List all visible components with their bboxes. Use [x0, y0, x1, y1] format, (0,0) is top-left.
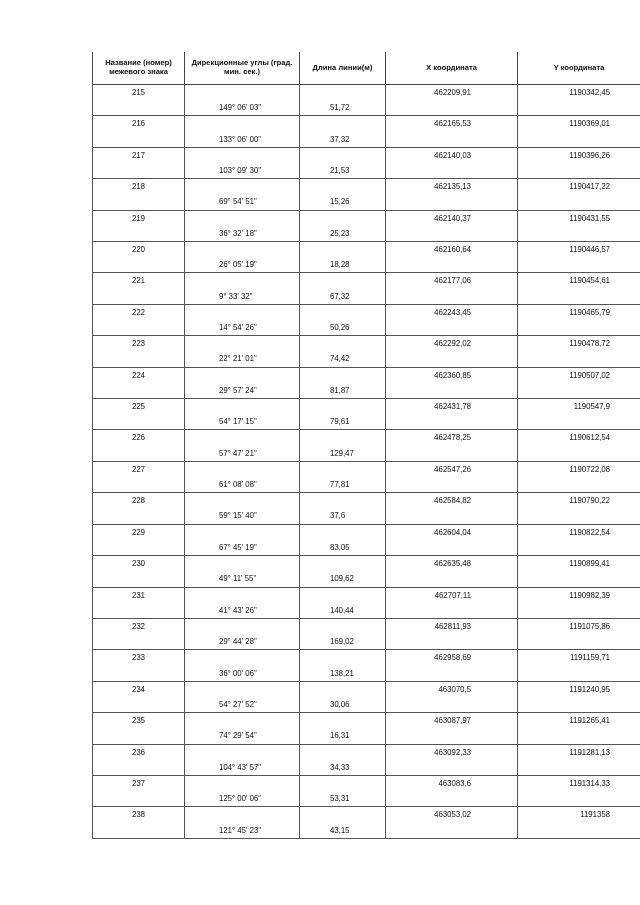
length-cell: 83,05 [300, 540, 386, 556]
point-name-cell: 234 [93, 681, 185, 697]
empty-cell [518, 540, 640, 556]
empty-cell [93, 383, 185, 399]
empty-cell [518, 603, 640, 619]
x-coordinate-cell: 462160,64 [386, 242, 518, 258]
empty-cell [185, 179, 300, 195]
empty-cell [518, 508, 640, 524]
empty-cell [185, 336, 300, 352]
bearing-cell: 9° 33' 32" [185, 289, 300, 305]
empty-cell [93, 446, 185, 462]
x-coordinate-cell: 462547,26 [386, 461, 518, 477]
segment-row [93, 634, 640, 650]
point-row [93, 681, 640, 697]
bearing-cell: 54° 17' 15" [185, 414, 300, 430]
y-coordinate-cell: 1190417,22 [518, 179, 640, 195]
point-name-cell: 217 [93, 147, 185, 163]
empty-cell [518, 477, 640, 493]
bearing-cell: 69° 54' 51" [185, 194, 300, 210]
segment-row [93, 508, 640, 524]
y-coordinate-cell: 1190722,08 [518, 461, 640, 477]
point-name-cell: 237 [93, 775, 185, 791]
empty-cell [518, 194, 640, 210]
empty-cell [185, 524, 300, 540]
point-row [93, 242, 640, 258]
x-coordinate-cell: 462292,02 [386, 336, 518, 352]
point-name-cell: 235 [93, 713, 185, 729]
point-row [93, 147, 640, 163]
empty-cell [185, 650, 300, 666]
empty-cell [185, 116, 300, 132]
segment-row [93, 383, 640, 399]
empty-cell [93, 823, 185, 839]
length-cell: 79,61 [300, 414, 386, 430]
empty-cell [386, 666, 518, 682]
empty-cell [518, 823, 640, 839]
point-row [93, 713, 640, 729]
empty-cell [93, 351, 185, 367]
segment-row [93, 414, 640, 430]
empty-cell [93, 666, 185, 682]
empty-cell [386, 791, 518, 807]
point-row [93, 430, 640, 446]
bearing-cell: 41° 43' 26" [185, 603, 300, 619]
empty-cell [300, 744, 386, 760]
segment-row [93, 351, 640, 367]
point-name-cell: 221 [93, 273, 185, 289]
point-row [93, 367, 640, 383]
empty-cell [93, 728, 185, 744]
empty-cell [386, 477, 518, 493]
length-cell: 169,02 [300, 634, 386, 650]
empty-cell [518, 634, 640, 650]
empty-cell [185, 493, 300, 509]
y-coordinate-cell: 1191240,95 [518, 681, 640, 697]
bearing-cell: 29° 44' 28" [185, 634, 300, 650]
bearing-cell: 36° 32' 18" [185, 226, 300, 242]
point-name-cell: 219 [93, 210, 185, 226]
empty-cell [93, 571, 185, 587]
segment-row [93, 760, 640, 776]
empty-cell [185, 775, 300, 791]
bearing-cell: 29° 57' 24" [185, 383, 300, 399]
empty-cell [300, 367, 386, 383]
length-cell: 109,62 [300, 571, 386, 587]
empty-cell [300, 587, 386, 603]
segment-row [93, 571, 640, 587]
table-header [93, 52, 640, 85]
empty-cell [185, 461, 300, 477]
y-coordinate-cell: 1190454,61 [518, 273, 640, 289]
y-coordinate-cell: 1190507,02 [518, 367, 640, 383]
bearing-cell: 57° 47' 21" [185, 446, 300, 462]
empty-cell [93, 603, 185, 619]
empty-cell [300, 336, 386, 352]
segment-row [93, 100, 640, 116]
table-body [93, 85, 640, 839]
bearing-cell: 22° 21' 01" [185, 351, 300, 367]
empty-cell [185, 304, 300, 320]
coordinates-table [92, 52, 640, 839]
y-coordinate-cell: 1191265,41 [518, 713, 640, 729]
y-coordinate-cell: 1191281,13 [518, 744, 640, 760]
point-name-cell: 216 [93, 116, 185, 132]
point-name-cell: 218 [93, 179, 185, 195]
empty-cell [93, 414, 185, 430]
empty-cell [386, 226, 518, 242]
bearing-cell: 133° 06' 00" [185, 132, 300, 148]
y-coordinate-cell: 1190547,9 [518, 399, 640, 415]
point-name-cell: 236 [93, 744, 185, 760]
empty-cell [386, 571, 518, 587]
empty-cell [93, 697, 185, 713]
y-coordinate-cell: 1190369,01 [518, 116, 640, 132]
y-coordinate-cell: 1190446,57 [518, 242, 640, 258]
bearing-cell: 103° 09' 30" [185, 163, 300, 179]
empty-cell [518, 383, 640, 399]
y-coordinate-cell: 1191159,71 [518, 650, 640, 666]
point-name-cell: 230 [93, 556, 185, 572]
empty-cell [185, 587, 300, 603]
x-coordinate-cell: 462360,85 [386, 367, 518, 383]
empty-cell [300, 304, 386, 320]
empty-cell [300, 242, 386, 258]
point-name-cell: 228 [93, 493, 185, 509]
length-cell: 129,47 [300, 446, 386, 462]
x-coordinate-cell: 462177,06 [386, 273, 518, 289]
x-coordinate-cell: 462431,78 [386, 399, 518, 415]
point-row [93, 273, 640, 289]
length-cell: 50,26 [300, 320, 386, 336]
length-cell: 37,32 [300, 132, 386, 148]
length-cell: 18,28 [300, 257, 386, 273]
empty-cell [93, 477, 185, 493]
bearing-cell: 125° 00' 06" [185, 791, 300, 807]
point-name-cell: 232 [93, 618, 185, 634]
bearing-cell: 121° 45' 23" [185, 823, 300, 839]
segment-row [93, 446, 640, 462]
point-row [93, 399, 640, 415]
segment-row [93, 697, 640, 713]
length-cell: 138,21 [300, 666, 386, 682]
empty-cell [518, 446, 640, 462]
empty-cell [300, 618, 386, 634]
length-cell: 34,33 [300, 760, 386, 776]
empty-cell [518, 351, 640, 367]
empty-cell [300, 461, 386, 477]
point-row [93, 210, 640, 226]
empty-cell [300, 807, 386, 823]
empty-cell [185, 85, 300, 101]
empty-cell [185, 681, 300, 697]
segment-row [93, 603, 640, 619]
empty-cell [185, 273, 300, 289]
segment-row [93, 132, 640, 148]
y-coordinate-cell: 1190899,41 [518, 556, 640, 572]
point-name-cell: 215 [93, 85, 185, 101]
empty-cell [518, 257, 640, 273]
empty-cell [518, 791, 640, 807]
y-coordinate-cell: 1191358 [518, 807, 640, 823]
empty-cell [386, 320, 518, 336]
empty-cell [185, 618, 300, 634]
coordinates-table-sheet [92, 52, 640, 840]
y-coordinate-cell: 1191075,86 [518, 618, 640, 634]
empty-cell [300, 775, 386, 791]
empty-cell [185, 399, 300, 415]
segment-row [93, 477, 640, 493]
point-name-cell: 231 [93, 587, 185, 603]
empty-cell [386, 540, 518, 556]
segment-row [93, 194, 640, 210]
point-row [93, 744, 640, 760]
y-coordinate-cell: 1190478,72 [518, 336, 640, 352]
x-coordinate-cell: 462604,04 [386, 524, 518, 540]
y-coordinate-cell: 1190790,22 [518, 493, 640, 509]
empty-cell [518, 414, 640, 430]
x-coordinate-cell: 462811,93 [386, 618, 518, 634]
empty-cell [93, 540, 185, 556]
empty-cell [300, 210, 386, 226]
segment-row [93, 540, 640, 556]
bearing-cell: 61° 08' 08" [185, 477, 300, 493]
empty-cell [386, 603, 518, 619]
point-name-cell: 229 [93, 524, 185, 540]
header-y: Y координата [518, 52, 640, 85]
point-row [93, 179, 640, 195]
empty-cell [185, 713, 300, 729]
point-row [93, 556, 640, 572]
bearing-cell: 26° 05' 19" [185, 257, 300, 273]
y-coordinate-cell: 1190396,26 [518, 147, 640, 163]
empty-cell [185, 210, 300, 226]
empty-cell [300, 681, 386, 697]
length-cell: 77,81 [300, 477, 386, 493]
empty-cell [518, 760, 640, 776]
empty-cell [93, 100, 185, 116]
x-coordinate-cell: 462140,37 [386, 210, 518, 226]
header-length: Длина линии(м) [300, 52, 386, 85]
empty-cell [518, 728, 640, 744]
empty-cell [93, 194, 185, 210]
empty-cell [518, 100, 640, 116]
empty-cell [185, 744, 300, 760]
empty-cell [386, 132, 518, 148]
empty-cell [93, 508, 185, 524]
y-coordinate-cell: 1190982,39 [518, 587, 640, 603]
empty-cell [518, 226, 640, 242]
empty-cell [386, 414, 518, 430]
x-coordinate-cell: 463070,5 [386, 681, 518, 697]
bearing-cell: 104° 43' 57" [185, 760, 300, 776]
length-cell: 53,31 [300, 791, 386, 807]
length-cell: 25,23 [300, 226, 386, 242]
point-row [93, 461, 640, 477]
length-cell: 43,15 [300, 823, 386, 839]
empty-cell [185, 147, 300, 163]
x-coordinate-cell: 462140,03 [386, 147, 518, 163]
empty-cell [386, 446, 518, 462]
empty-cell [300, 116, 386, 132]
point-row [93, 304, 640, 320]
segment-row [93, 728, 640, 744]
y-coordinate-cell: 1190465,79 [518, 304, 640, 320]
point-name-cell: 238 [93, 807, 185, 823]
bearing-cell: 49° 11' 55" [185, 571, 300, 587]
empty-cell [93, 320, 185, 336]
empty-cell [93, 257, 185, 273]
empty-cell [518, 132, 640, 148]
empty-cell [93, 791, 185, 807]
empty-cell [300, 556, 386, 572]
length-cell: 81,87 [300, 383, 386, 399]
empty-cell [300, 179, 386, 195]
length-cell: 67,32 [300, 289, 386, 305]
point-row [93, 618, 640, 634]
header-point-name: Название (номер) межевого знака [93, 52, 185, 85]
point-name-cell: 222 [93, 304, 185, 320]
x-coordinate-cell: 462165,53 [386, 116, 518, 132]
point-row [93, 650, 640, 666]
empty-cell [300, 713, 386, 729]
bearing-cell: 36° 00' 06" [185, 666, 300, 682]
point-row [93, 336, 640, 352]
empty-cell [518, 666, 640, 682]
x-coordinate-cell: 463092,33 [386, 744, 518, 760]
length-cell: 140,44 [300, 603, 386, 619]
x-coordinate-cell: 462584,82 [386, 493, 518, 509]
x-coordinate-cell: 463083,6 [386, 775, 518, 791]
point-row [93, 493, 640, 509]
empty-cell [386, 289, 518, 305]
length-cell: 74,42 [300, 351, 386, 367]
point-row [93, 775, 640, 791]
y-coordinate-cell: 1190612,54 [518, 430, 640, 446]
length-cell: 16,31 [300, 728, 386, 744]
bearing-cell: 59° 15' 40" [185, 508, 300, 524]
point-name-cell: 220 [93, 242, 185, 258]
empty-cell [185, 556, 300, 572]
empty-cell [300, 147, 386, 163]
empty-cell [386, 257, 518, 273]
point-name-cell: 225 [93, 399, 185, 415]
y-coordinate-cell: 1190342,45 [518, 85, 640, 101]
length-cell: 37,6 [300, 508, 386, 524]
empty-cell [386, 760, 518, 776]
x-coordinate-cell: 463087,97 [386, 713, 518, 729]
empty-cell [386, 383, 518, 399]
bearing-cell: 149° 06' 03" [185, 100, 300, 116]
empty-cell [386, 823, 518, 839]
empty-cell [185, 807, 300, 823]
point-row [93, 587, 640, 603]
x-coordinate-cell: 463053,02 [386, 807, 518, 823]
empty-cell [386, 697, 518, 713]
empty-cell [386, 634, 518, 650]
header-bearing: Дирекционные углы (град. мин. сек.) [185, 52, 300, 85]
x-coordinate-cell: 462478,25 [386, 430, 518, 446]
bearing-cell: 14° 54' 26" [185, 320, 300, 336]
point-name-cell: 223 [93, 336, 185, 352]
empty-cell [300, 430, 386, 446]
length-cell: 21,53 [300, 163, 386, 179]
empty-cell [185, 367, 300, 383]
empty-cell [185, 430, 300, 446]
x-coordinate-cell: 462635,48 [386, 556, 518, 572]
empty-cell [386, 194, 518, 210]
empty-cell [386, 508, 518, 524]
empty-cell [386, 100, 518, 116]
length-cell: 15,26 [300, 194, 386, 210]
x-coordinate-cell: 462243,45 [386, 304, 518, 320]
segment-row [93, 257, 640, 273]
empty-cell [93, 132, 185, 148]
x-coordinate-cell: 462209,91 [386, 85, 518, 101]
segment-row [93, 823, 640, 839]
y-coordinate-cell: 1190431,55 [518, 210, 640, 226]
empty-cell [518, 289, 640, 305]
length-cell: 30,06 [300, 697, 386, 713]
point-row [93, 524, 640, 540]
empty-cell [185, 242, 300, 258]
point-name-cell: 226 [93, 430, 185, 446]
x-coordinate-cell: 462958,69 [386, 650, 518, 666]
empty-cell [518, 163, 640, 179]
point-row [93, 85, 640, 101]
empty-cell [518, 571, 640, 587]
segment-row [93, 226, 640, 242]
segment-row [93, 289, 640, 305]
point-name-cell: 224 [93, 367, 185, 383]
segment-row [93, 666, 640, 682]
y-coordinate-cell: 1191314,33 [518, 775, 640, 791]
empty-cell [386, 163, 518, 179]
segment-row [93, 163, 640, 179]
point-row [93, 116, 640, 132]
empty-cell [300, 85, 386, 101]
empty-cell [300, 493, 386, 509]
empty-cell [93, 634, 185, 650]
empty-cell [300, 650, 386, 666]
segment-row [93, 320, 640, 336]
empty-cell [93, 289, 185, 305]
point-name-cell: 227 [93, 461, 185, 477]
segment-row [93, 791, 640, 807]
y-coordinate-cell: 1190822,54 [518, 524, 640, 540]
point-name-cell: 233 [93, 650, 185, 666]
empty-cell [300, 273, 386, 289]
empty-cell [93, 163, 185, 179]
header-x: X координата [386, 52, 518, 85]
length-cell: 51,72 [300, 100, 386, 116]
empty-cell [93, 760, 185, 776]
empty-cell [518, 320, 640, 336]
bearing-cell: 74° 29' 54" [185, 728, 300, 744]
empty-cell [300, 524, 386, 540]
empty-cell [386, 728, 518, 744]
bearing-cell: 54° 27' 52" [185, 697, 300, 713]
x-coordinate-cell: 462707,11 [386, 587, 518, 603]
empty-cell [518, 697, 640, 713]
empty-cell [93, 226, 185, 242]
point-row [93, 807, 640, 823]
empty-cell [386, 351, 518, 367]
bearing-cell: 67° 45' 19" [185, 540, 300, 556]
empty-cell [300, 399, 386, 415]
x-coordinate-cell: 462135,13 [386, 179, 518, 195]
